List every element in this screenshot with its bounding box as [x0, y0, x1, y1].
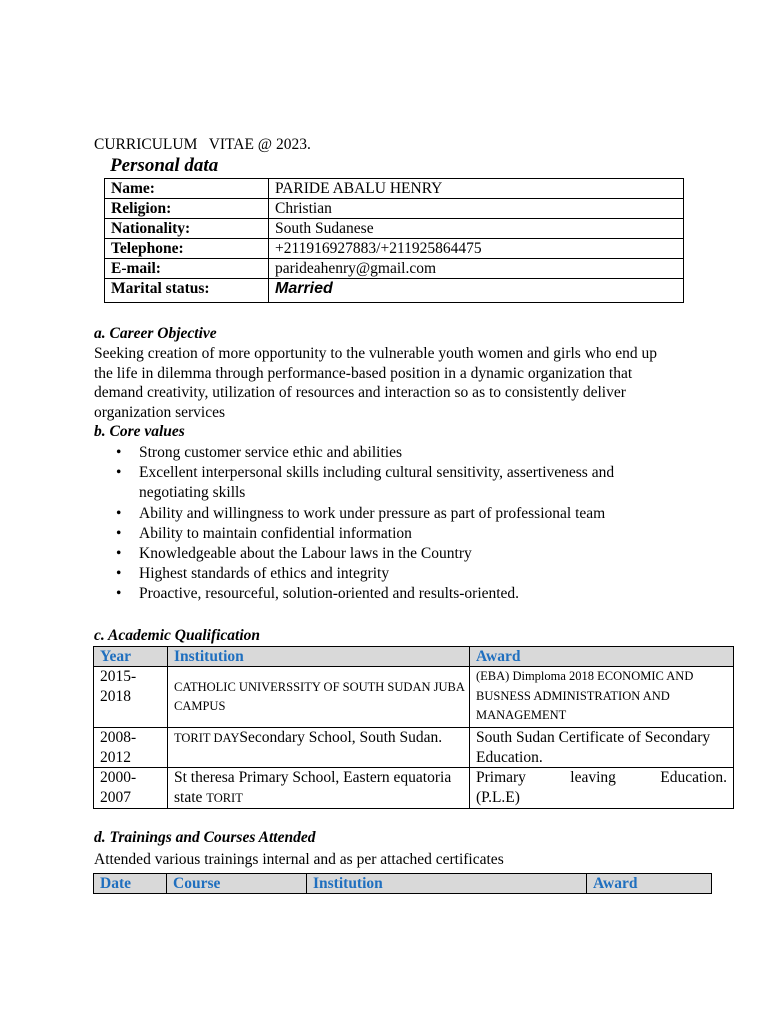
year-cell: 2008-2012 [94, 728, 168, 768]
institution-cell: CATHOLIC UNIVERSSITY OF SOUTH SUDAN JUBA CAMPUS [168, 667, 470, 728]
award-header: Award [470, 647, 734, 667]
list-item: • Strong customer service ethic and abilities [139, 443, 684, 463]
nationality-label: Nationality: [105, 219, 269, 239]
table-row [105, 179, 684, 199]
marital-status-value: Married [269, 279, 684, 303]
trainings-heading: d. Trainings and Courses Attended [94, 829, 316, 846]
name-label: Name: [105, 179, 269, 199]
list-item: • Knowledgeable about the Labour laws in the Country [139, 544, 684, 564]
table-row [105, 239, 684, 259]
year-header: Year [94, 647, 168, 667]
religion-label: Religion: [105, 199, 269, 219]
nationality-value: South Sudanese [269, 219, 684, 239]
career-objective-heading: a. Career Objective [94, 325, 217, 342]
name-value: PARIDE ABALU HENRY [269, 179, 684, 199]
award-cell: South Sudan Certificate of Secondary Education. [470, 728, 734, 768]
table-row [105, 199, 684, 219]
trainings-table [93, 873, 712, 894]
table-row [105, 259, 684, 279]
course-header: Course [167, 874, 307, 894]
personal-data-heading: Personal data [110, 155, 219, 176]
bullet-icon: • [116, 524, 122, 542]
year-cell: 2015-2018 [94, 667, 168, 728]
email-label: E-mail: [105, 259, 269, 279]
bullet-icon: • [116, 444, 122, 461]
religion-value: Christian [269, 199, 684, 219]
telephone-value: +211916927883/+211925864475 [269, 239, 684, 259]
telephone-label: Telephone: [105, 239, 269, 259]
core-values-heading: b. Core values [94, 423, 185, 440]
list-item: • Excellent interpersonal skills including cultural sensitivity, assertiveness and negotiating skills [116, 464, 615, 502]
personal-data-table [104, 178, 684, 303]
institution-cell: St theresa Primary School, Eastern equatoria state TORIT [168, 768, 470, 809]
academic-qualification-table [93, 646, 734, 809]
date-header: Date [94, 874, 167, 894]
year-cell: 2000-2007 [94, 768, 168, 809]
bullet-icon: • [116, 585, 122, 603]
institution-header: Institution [307, 874, 587, 894]
core-values-list [116, 443, 684, 605]
award-cell: (EBA) Dimploma 2018 ECONOMIC AND BUSNESS ADMINISTRATION AND MANAGEMENT [470, 667, 734, 728]
bullet-icon: • [116, 464, 122, 482]
table-row [94, 728, 734, 768]
table-row [105, 279, 684, 303]
bullet-icon: • [116, 565, 122, 583]
cv-title: CURRICULUM VITAE @ 2023. [94, 136, 311, 153]
institution-cell: TORIT DAYSecondary School, South Sudan. [168, 728, 470, 768]
career-objective-text: Seeking creation of more opportunity to the vulnerable youth women and girls who end up the life in dilemma through performance-based position in a dynamic organization that demand creativity, utilization of resources and interaction so as to consistently deliver organization services [94, 345, 658, 421]
bullet-icon: • [116, 545, 122, 563]
table-header-row [94, 647, 734, 667]
email-value: parideahenry@gmail.com [269, 259, 684, 279]
award-cell: Primary leaving Education. (P.L.E) [470, 768, 734, 809]
table-row [94, 768, 734, 809]
institution-header: Institution [168, 647, 470, 667]
academic-qualification-heading: c. Academic Qualification [94, 627, 261, 644]
table-row [94, 667, 734, 728]
award-header: Award [587, 874, 712, 894]
list-item: • Highest standards of ethics and integrity [139, 564, 684, 584]
trainings-text: Attended various trainings internal and as per attached certificates [94, 851, 504, 868]
list-item: • Ability to maintain confidential information [139, 524, 684, 544]
list-item: • Ability and willingness to work under pressure as part of professional team [139, 504, 684, 524]
table-header-row [94, 874, 712, 894]
list-item: • Proactive, resourceful, solution-oriented and results-oriented. [139, 584, 684, 604]
table-row [105, 219, 684, 239]
marital-status-label: Marital status: [105, 279, 269, 303]
bullet-icon: • [116, 504, 122, 522]
